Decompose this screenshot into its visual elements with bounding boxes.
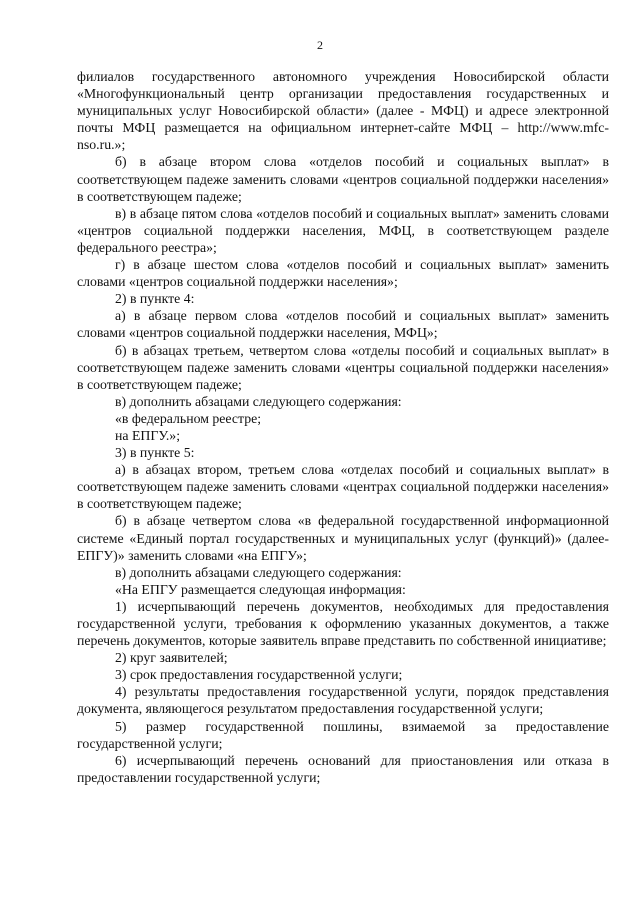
paragraph: на ЕПГУ.»; <box>115 427 181 443</box>
paragraph: 1) исчерпывающий перечень документов, необходимых для предоставления государственной услуги, требования к оформлению указанных документов, а также перечень документов, которые заявитель вправе представить по собственной инициативе; <box>77 598 609 649</box>
paragraph: 2) в пункте 4: <box>115 291 195 307</box>
paragraph: г) в абзаце шестом слова «отделов пособий и социальных выплат» заменить словами «центров социальной поддержки населения»; <box>77 257 609 290</box>
paragraph: 4) результаты предоставления государственной услуги, порядок представления документа, являющегося результатом предоставления государственной услуги; <box>77 684 609 717</box>
paragraph: б) в абзаце четвертом слова «в федеральной государственной информационной системе «Единый портал государственных и муниципальных услуг (функций)» (далее-ЕПГУ)» заменить словами «на ЕПГУ»; <box>77 513 609 563</box>
paragraph: б) в абзацах третьем, четвертом слова «отделы пособий и социальных выплат» в соответствующем падеже заменить словами «центры социальной поддержки населения» в соответствующем падеже; <box>77 342 609 392</box>
paragraph: «На ЕПГУ размещается следующая информация: <box>115 581 406 597</box>
paragraph: 6) исчерпывающий перечень оснований для приостановления или отказа в предоставлении государственной услуги; <box>77 752 609 785</box>
paragraph: в) в абзаце пятом слова «отделов пособий и социальных выплат» заменить словами «центров социальной поддержки населения, МФЦ, в соответствующем разделе федерального реестра»; <box>77 205 609 255</box>
paragraph: в) дополнить абзацами следующего содержания: <box>115 393 402 409</box>
paragraph: 3) срок предоставления государственной услуги; <box>115 667 403 683</box>
paragraph: б) в абзаце втором слова «отделов пособий и социальных выплат» в соответствующем падеже заменить словами «центров социальной поддержки населения» в соответствующем падеже; <box>77 154 609 204</box>
paragraph: 2) круг заявителей; <box>115 650 228 666</box>
paragraph: в) дополнить абзацами следующего содержания: <box>115 564 402 580</box>
paragraph: филиалов государственного автономного учреждения Новосибирской области «Многофункциональный центр организации предоставления государственных и муниципальных услуг Новосибирской области» (далее - МФЦ) и адресе электронной почты МФЦ размещается на официальном интернет-сайте МФЦ – http://www.mfc-nso.ru.»; <box>77 69 609 153</box>
page-number: 2 <box>317 38 323 52</box>
paragraph: а) в абзаце первом слова «отделов пособий и социальных выплат» заменить словами «центров социальной поддержки населения, МФЦ»; <box>77 308 609 341</box>
paragraph: а) в абзацах втором, третьем слова «отделах пособий и социальных выплат» в соответствующем падеже заменить словами «центрах социальной поддержки населения» в соответствующем падеже; <box>77 462 609 512</box>
document-body <box>77 68 609 786</box>
paragraph: 3) в пункте 5: <box>115 445 195 461</box>
paragraph: 5) размер государственной пошлины, взимаемой за предоставление государственной услуги; <box>77 718 609 751</box>
paragraph: «в федеральном реестре; <box>115 410 262 426</box>
